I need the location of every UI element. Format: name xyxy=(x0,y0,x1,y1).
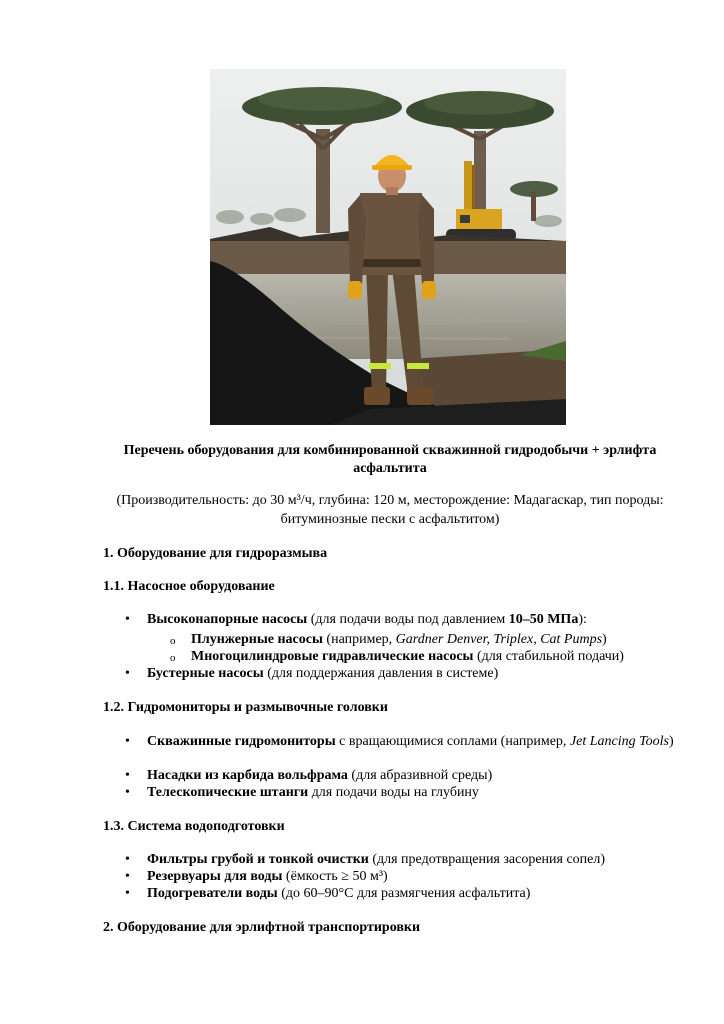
section-heading-1-2: 1.2. Гидромониторы и размывочные головки xyxy=(103,700,388,715)
list-item: • Насадки из карбида вольфрама (для абразивной среды) xyxy=(147,767,677,785)
list-item: • Резервуары для воды (ёмкость ≥ 50 м³) xyxy=(147,868,677,886)
list-item: • Бустерные насосы (для поддержания давления в системе) xyxy=(147,665,677,683)
section-heading-1: 1. Оборудование для гидроразмыва xyxy=(103,546,328,561)
list-item: • Телескопические штанги для подачи воды на глубину xyxy=(147,784,677,802)
sub-list-item: o Многоцилиндровые гидравлические насосы (для стабильной подачи) xyxy=(191,648,671,666)
document-subtitle: (Производительность: до 30 м³/ч, глубина: 120 м, месторождение: Мадагаскар, тип породы: битуминозные пески с асфальтитом) xyxy=(116,493,664,527)
worker-photo-illustration xyxy=(210,69,566,425)
list-item: • Скважинные гидромониторы с вращающимися соплами (например, Jet Lancing Tools) xyxy=(147,733,677,751)
section-heading-1-3: 1.3. Система водоподготовки xyxy=(103,819,285,834)
list-item: • Высоконапорные насосы (для подачи воды под давлением 10–50 МПа): xyxy=(147,611,677,629)
list-item: • Фильтры грубой и тонкой очистки (для предотвращения засорения сопел) xyxy=(147,851,677,869)
hero-photo xyxy=(210,69,566,425)
document-title: Перечень оборудования для комбинированной скважинной гидродобычи + эрлифта асфальтита xyxy=(123,443,657,476)
list-item: • Подогреватели воды (до 60–90°C для размягчения асфальтита) xyxy=(147,885,677,903)
section-heading-2: 2. Оборудование для эрлифтной транспортировки xyxy=(103,920,421,935)
section-heading-1-1: 1.1. Насосное оборудование xyxy=(103,579,275,594)
sub-list-item: o Плунжерные насосы (например, Gardner Denver, Triplex, Cat Pumps) xyxy=(191,631,671,649)
